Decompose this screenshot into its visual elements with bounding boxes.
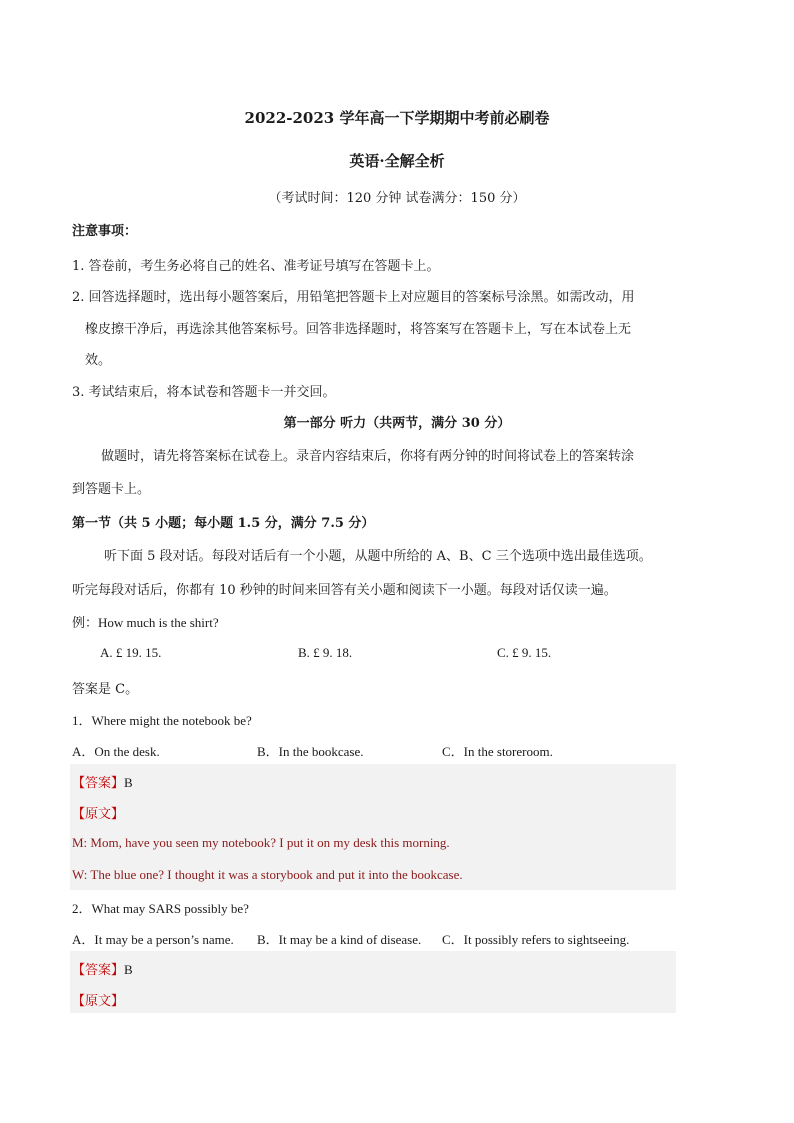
example-question: 例：How much is the shirt? [72, 615, 219, 630]
q1-answer-label: 【答案】 [72, 776, 125, 791]
q2-option-b: B．It may be a kind of disease. [257, 932, 422, 947]
q1-transcript-line-2: W: The blue one? I thought it was a storybook and put it into the bookcase. [72, 867, 463, 882]
q1-option-c: C．In the storeroom. [442, 744, 553, 759]
q1-transcript-label: 【原文】 [72, 807, 125, 822]
q1-answer-value: B [124, 775, 133, 790]
q2-option-a: A．It may be a person’s name. [72, 932, 234, 947]
q1-option-a: A．On the desk. [72, 744, 160, 759]
note-item-2-line-1: 2. 回答选择题时，选出每小题答案后，用铅笔把答题卡上对应题目的答案标号涂黑。如需改动，用 [72, 290, 635, 305]
q2-answer-value: B [124, 962, 133, 977]
note-item-1: 1. 答卷前，考生务必将自己的姓名、准考证号填写在答题卡上。 [72, 259, 440, 274]
page-title: 2022-2023 学年高一下学期期中考前必刷卷 [244, 109, 550, 127]
notes-heading: 注意事项： [72, 224, 138, 239]
note-item-3: 3. 考试结束后，将本试卷和答题卡一并交回。 [72, 385, 336, 400]
example-option-a: A. £ 19. 15. [100, 645, 162, 660]
note-item-2-line-3: 效。 [85, 353, 112, 368]
q2-answer [72, 959, 133, 978]
exam-info: （考试时间：120 分钟 试卷满分：150 分） [268, 191, 526, 206]
example-option-b: B. £ 9. 18. [298, 645, 353, 660]
section1-heading: 第一节（共 5 小题；每小题 1.5 分，满分 7.5 分） [72, 516, 375, 531]
q2-transcript-label: 【原文】 [72, 994, 125, 1009]
q2-solution-block [70, 951, 676, 1013]
section1-intro-line-2: 听完每段对话后，你都有 10 秒钟的时间来回答有关小题和阅读下一小题。每段对话仅读一遍。 [72, 583, 617, 598]
part1-intro-line-2: 到答题卡上。 [72, 482, 151, 497]
part1-intro-line-1: 做题时，请先将答案标在试卷上。录音内容结束后，你将有两分钟的时间将试卷上的答案转涂 [101, 449, 635, 464]
example-option-c: C. £ 9. 15. [497, 645, 552, 660]
q2-answer-label: 【答案】 [72, 963, 125, 978]
page-subtitle: 英语·全解全析 [349, 152, 445, 170]
q1-transcript-line-1: M: Mom, have you seen my notebook? I put it on my desk this morning. [72, 835, 450, 850]
q2-question: 2．What may SARS possibly be? [72, 901, 249, 916]
q1-question: 1．Where might the notebook be? [72, 713, 252, 728]
q1-answer [72, 772, 133, 791]
q1-option-b: B．In the bookcase. [257, 744, 364, 759]
note-item-2-line-2: 橡皮擦干净后，再选涂其他答案标号。回答非选择题时，将答案写在答题卡上，写在本试卷上无 [85, 322, 632, 337]
example-answer: 答案是 C。 [72, 682, 139, 697]
q2-option-c: C．It possibly refers to sightseeing. [442, 932, 630, 947]
part1-heading: 第一部分 听力（共两节，满分 30 分） [283, 416, 511, 431]
section1-intro-line-1: 听下面 5 段对话。每段对话后有一个小题，从题中所给的 A、B、C 三个选项中选出最佳选项。 [104, 549, 652, 564]
